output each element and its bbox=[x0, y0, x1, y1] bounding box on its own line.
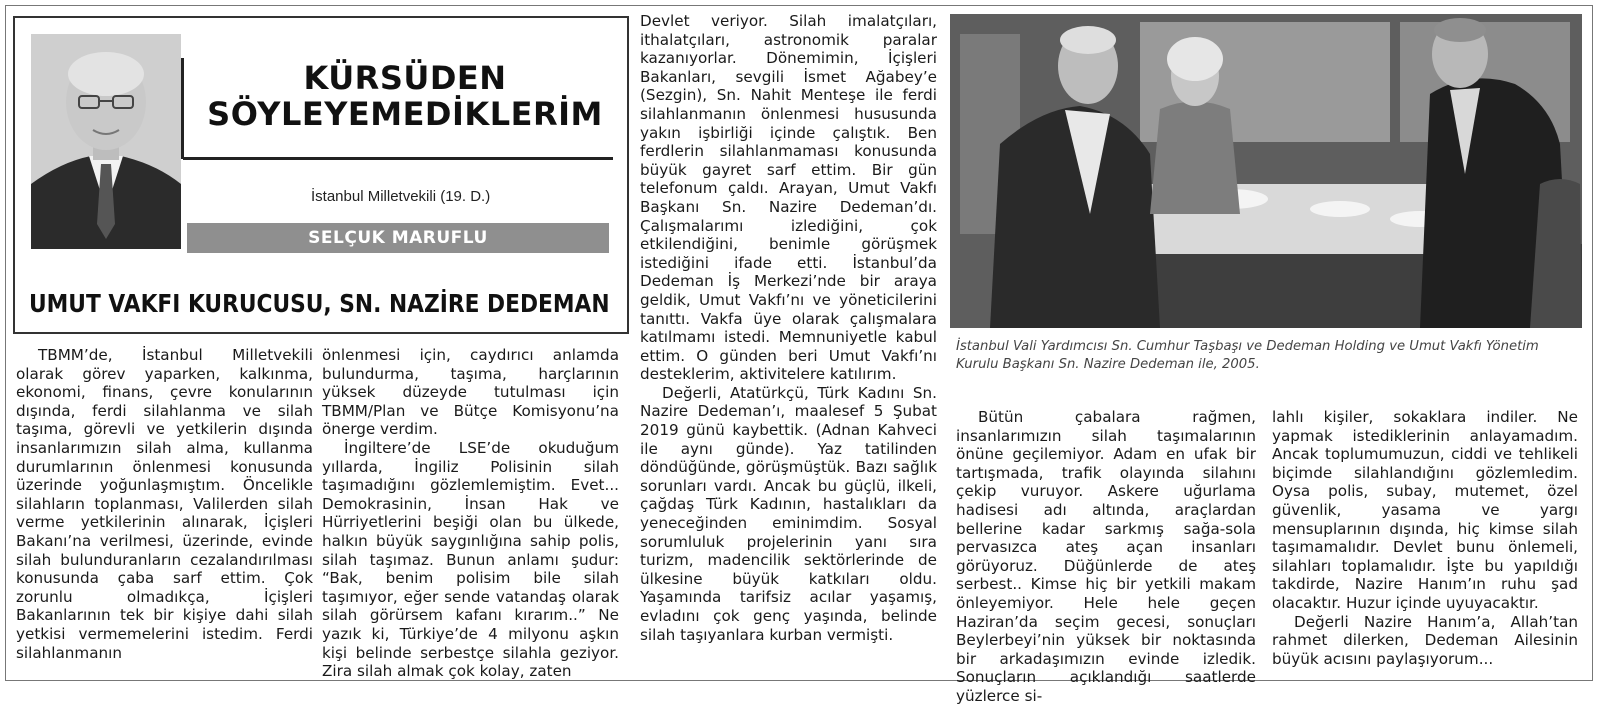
article-column-5 bbox=[1272, 408, 1578, 668]
article-column-2 bbox=[322, 346, 619, 681]
photo-caption: İstanbul Vali Yardımcısı Sn. Cumhur Taşbaşı ve Dedeman Holding ve Umut Vakfı Yönetim Kurulu Başkanı Sn. Nazire Dedeman ile, 2005. bbox=[956, 339, 1539, 372]
column-header bbox=[13, 16, 629, 334]
paragraph: Devlet veriyor. Silah imalatçıları, ithalatçıları, astronomik paralar kazanıyorlar. Dönemimin, İçişleri Bakanları, sevgili İsmet Ağabey’e (Sezgin), Sn. Nahit Menteşe ile ferdi silahlanmanın önlenmesi hususunda yakın işbirliği içinde çalıştık. Ben ferdlerin silahlanmaması konusunda büyük gayret sarf ettim. Bir gün telefonum çaldı. Arayan, Umut Vakfı Başkanı Sn. Nazire Dedeman’dı. Çalışmalarımı izlediğini, çok etkilendiğini, benimle görüşmek istediğini ifade etti. İstanbul’da Dedeman İş Merkezi’nde bir araya geldik, Umut Vakfı’nı ve yöneticilerini tanıttı. Vakfa üye olarak çalışmalara katılmamı istedi. Memnuniyetle kabul ettim. O günden beri Umut Vakfı’nı desteklerim, aktivitelere katılırım. bbox=[640, 12, 937, 384]
paragraph: lahlı kişiler, sokaklara indiler. Ne yapmak istediklerinin anlayamadım. Ancak toplumumuzun, ciddi ve tehlikeli biçimde silahlandığını gözlemledim. Oysa polis, subay, mutemet, özel güvenlik, yasama ve yargı mensuplarının dışında, hiç kimse silah taşımamalıdır. Devlet bunu önlemeli, silahları toplamalıdır. İşte bu yapıldığı takdirde, Nazire Hanım’ın ruhu şad olacaktır. Huzur içinde uyuyacaktır. bbox=[1272, 408, 1578, 612]
paragraph: Bütün çabalara rağmen, insanlarımızın silah taşımalarının önüne geçilemiyor. Adam en ufak bir tartışmada, trafik olayında silahını çekip vuruyor. Askere uğurlama hadisesi adı altında, araçlardan bellerine kadar sarkmış sağa-sola pervasızca ateş açan insanları görüyoruz. Düğünlerde de ateş serbest.. Kimse hiç bir yetkili makam önleyemiyor. Hele hele geçen Haziran’da seçim gecesi, sonuçları Beylerbeyi’nin yüksek bir noktasında bir arkadaşımızın evinde izledik. Sonuçların açıklandığı saatlerde yüzlerce si- bbox=[956, 408, 1256, 705]
column-title-line1: KÜRSÜDEN bbox=[303, 59, 507, 97]
article-column-3 bbox=[640, 12, 937, 644]
author-portrait bbox=[31, 34, 181, 249]
column-title bbox=[205, 60, 605, 132]
paragraph: önlenmesi için, caydırıcı anlamda bulundurma, taşıma, harçlarının yüksek düzeyde tutulması için TBMM/Plan ve Bütçe Komisyonu’na önerge verdim. bbox=[322, 346, 619, 439]
kicker-frame-left bbox=[181, 58, 187, 159]
article-column-4 bbox=[956, 408, 1256, 706]
article-column-1 bbox=[16, 346, 313, 662]
article-photo bbox=[950, 14, 1582, 328]
paragraph: Değerli Nazire Hanım’a, Allah’tan rahmet dilerken, Dedeman Ailesinin büyük acısını paylaşıyorum... bbox=[1272, 612, 1578, 668]
article-headline: UMUT VAKFI KURUCUSU, SN. NAZİRE DEDEMAN bbox=[29, 289, 610, 318]
paragraph: İngiltere’de LSE’de okuduğum yıllarda, İngiliz Polisinin silah taşımadığını gözlemlemiştim. Evet... Demokrasinin, İnsan Hak ve Hürriyetlerini beşiği olan bu ülkede, halkın büyük saygınlığına sahip polis, silah taşımaz. Bunun anlamı şudur: “Bak, benim polisim bile silah taşımıyor, eğer sende vatandaş olarak silah görürsem kafanı kırarım..” Ne yazık ki, Türkiye’de 4 milyonu aşkın kişi belinde serbestçe silahla geziyor. Zira silah almak çok kolay, zaten bbox=[322, 438, 619, 681]
column-title-line2: SÖYLEYEMEDİKLERİM bbox=[207, 95, 603, 133]
paragraph: TBMM’de, İstanbul Milletvekili olarak görev yaparken, kalkınma, ekonomi, finans, çevre konularının dışında, ferdi silahlanma ve silah taşıma, görevli ve yetkilerin dışında insanlarımızın silah alma, kullanma durumlarının önlenmesi konusunda üzerinde yoğunlaşmıştım. Öncelikle silahların toplanması, Valilerden silah verme yetkilerinin alınarak, İçişleri Bakanı’na verilmesi, üzerinde, evinde silah bulunduranların cezalandırılması konusunda çaba sarf ettim. Çok zorunlu olmadıkça, İçişleri Bakanlarının tek bir kişiye dahi silah yetkisi vermemelerini istedim. Ferdi silahlanmanın bbox=[16, 346, 313, 662]
author-name: SELÇUK MARUFLU bbox=[187, 223, 609, 253]
paragraph: Değerli, Atatürkçü, Türk Kadını Sn. Nazire Dedeman’ı, maalesef 5 Şubat 2019 günü kaybettik. (Adnan Kahveci ile aynı günde). Yaz tatilinden döndüğünde, görüşmüştük. Bazı sağlık sorunları vardı. Ancak bu güçlü, ilkeli, çağdaş Türk Kadının, hastalıkları da yeneceğinden eminimdim. Sosyal sorumluluk projelerinin yanı sıra turizm, madencilik sektörlerinde de ülkesine büyük katkıları oldu. Yaşamında tarifsiz acılar yaşamış, evladını çok genç yaşında, belinde silah taşıyanlara kurban vermişti. bbox=[640, 383, 937, 644]
kicker-underline bbox=[183, 157, 613, 160]
author-role: İstanbul Milletvekili (19. D.) bbox=[311, 188, 491, 205]
